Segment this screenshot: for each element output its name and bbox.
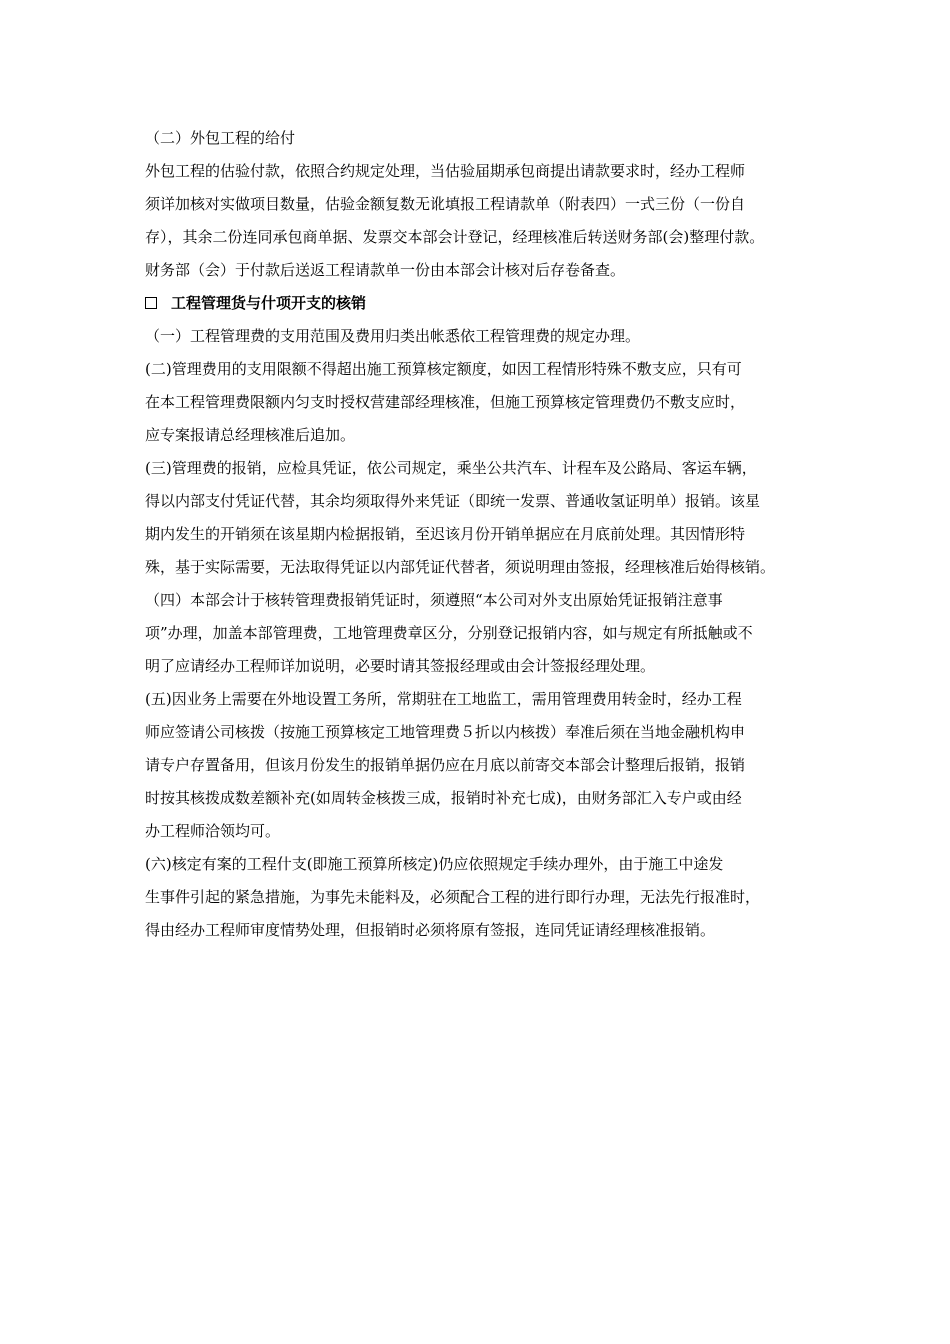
- item-line: 生事件引起的紧急措施，为事先未能料及，必须配合工程的进行即行办理，无法先行报准时，: [145, 888, 761, 906]
- item-line: 项”办理，加盖本部管理费，工地管理费章区分，分别登记报销内容，如与规定有所抵触或不: [145, 624, 753, 642]
- item-line: 师应签请公司核拨（按施工预算核定工地管理费５折以内核拨）奉准后须在当地金融机构申: [145, 723, 746, 741]
- paragraph-line: 财务部（会）于付款后送返工程请款单一份由本部会计核对后存卷备查。: [145, 261, 626, 279]
- item-line: (二)管理费用的支用限额不得超出施工预算核定额度，如因工程情形特殊不敷支应，只有可: [145, 360, 742, 378]
- item-line: (五)因业务上需要在外地设置工务所，常期驻在工地监工，需用管理费用转金时，经办工程: [145, 690, 742, 708]
- item-line: 得以内部支付凭证代替，其余均须取得外来凭证（即统一发票、普通收氢证明单）报销。该星: [145, 492, 761, 510]
- item-line: 办工程师洽领均可。: [145, 822, 281, 840]
- item-line: 在本工程管理费限额内匀支时授权营建部经理核准，但施工预算核定管理费仍不敷支应时，: [145, 393, 746, 411]
- item-line: 期内发生的开销须在该星期内检据报销，至迟该月份开销单据应在月底前处理。其因情形特: [145, 525, 746, 543]
- heading-text: 工程管理货与什项开支的核销: [171, 294, 367, 312]
- item-line: 明了应请经办工程师详加说明，必要时请其签报经理或由会计签报经理处理。: [145, 657, 656, 675]
- item-line: (三)管理费的报销，应检具凭证，依公司规定，乘坐公共汽车、计程车及公路局、客运车辆，: [145, 459, 757, 477]
- paragraph-line: 须详加核对实做项目数量，估验金额复数无讹填报工程请款单（附表四）一式三份（一份自: [145, 195, 746, 213]
- checkbox-bullet-icon: [145, 297, 157, 309]
- item-line: 请专户存置备用，但该月份发生的报销单据仍应在月底以前寄交本部会计整理后报销，报销: [145, 756, 746, 774]
- item-line: 时按其核拨成数差额补充(如周转金核拨三成，报销时补充七成)，由财务部汇入专户或由经: [145, 789, 742, 807]
- item-line: (六)核定有案的工程什支(即施工预算所核定)仍应依照规定手续办理外，由于施工中途发: [145, 855, 724, 873]
- item-line: （一）工程管理费的支用范围及费用归类出帐悉依工程管理费的规定办理。: [145, 327, 641, 345]
- document-body: [145, 122, 813, 947]
- item-line: 应专案报请总经理核准后追加。: [145, 426, 356, 444]
- paragraph-line: 存），其余二份连同承包商单据、发票交本部会计登记，经理核准后转送财务部(会)整理付款。: [145, 228, 765, 246]
- item-line: 殊，基于实际需要，无法取得凭证以内部凭证代替者，须说明理由签报，经理核准后始得核销。: [145, 558, 776, 576]
- item-line: （四）本部会计于核转管理费报销凭证时，须遵照“本公司对外支出原始凭证报销注意事: [145, 591, 723, 609]
- paragraph-line: 外包工程的估验付款，依照合约规定处理，当估验届期承包商提出请款要求时，经办工程师: [145, 162, 746, 180]
- item-line: 得由经办工程师审度情势处理，但报销时必须将原有签报，连同凭证请经理核准报销。: [145, 921, 716, 939]
- section-title: （二）外包工程的给付: [145, 129, 296, 147]
- section-heading: [145, 287, 813, 320]
